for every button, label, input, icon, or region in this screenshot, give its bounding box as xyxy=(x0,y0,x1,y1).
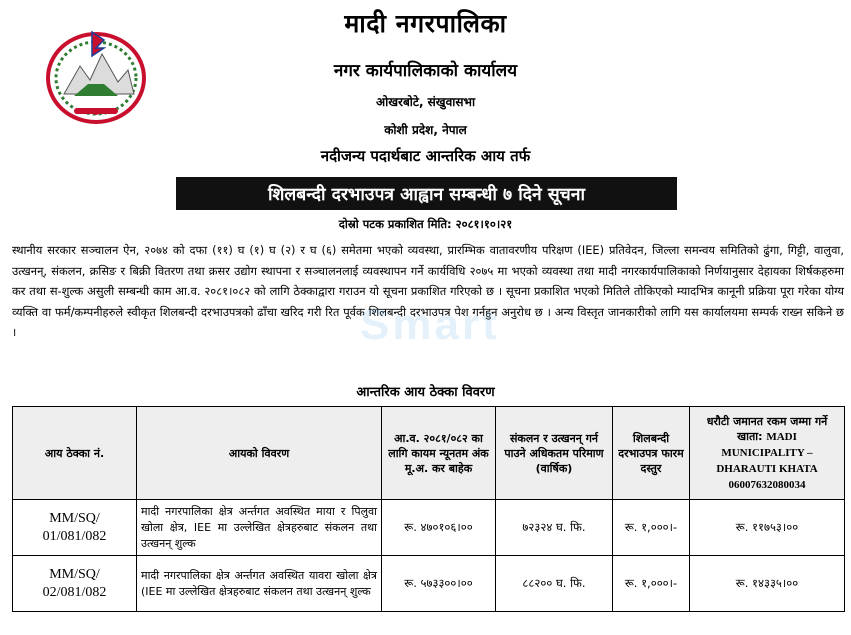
row-deposit: रू. ११७५३।०० xyxy=(690,500,845,556)
row-deposit: रू. १४३३५।०० xyxy=(690,556,845,612)
notice-body: स्थानीय सरकार सञ्चालन ऐन, २०७४ को दफा (११) घ (१) घ (२) र घ (६) समेतमा भएको व्यवस्था, प्रारम्भिक वातावरणीय परिक्षण (IEE) प्रतिवेदन, जिल्ला समन्वय समितिको ढुंगा, गिट्टी, वालुवा, उत्खनन्, संकलन, क्रसिङ र बिक्री वितरण तथा क्रसर उद्योग स्थापना र सञ्चालनलाई व्यवस्थापन गर्ने कार्यविधि २०७५ मा भएको व्यवस्था तथा मादी नगरकार्यपालिकाको निर्णयानुसार देहायका शिर्षकहरुमा कर तथा स-शुल्क असुली सम्बन्धी काम आ.व. २०८१।०८२ को लागि ठेक्काद्वारा गराउन यो सूचना प्रकाशित गरिएको छ । सूचना प्रकाशित भएको मितिले तोकिएको म्यादभित्र कानूनी प्रक्रिया पूरा गरेका योग्य व्यक्ति वा फर्म/कम्पनीहरुले स्वीकृत शिलबन्दी दरभाउपत्रको ढाँचा खरिद गरी रित पूर्वक शिलबन्दी दरभाउपत्र पेश गर्नहुन अनुरोध छ । अन्य विस्तृत जानकारीको लागि यस कार्यालयमा सम्पर्क राख्न सकिने छ । xyxy=(12,243,844,340)
row-form-fee: रू. १,०००।- xyxy=(613,500,690,556)
row-code: MM/SQ/ 01/081/082 xyxy=(13,500,137,556)
row-form-fee: रू. १,०००।- xyxy=(613,556,690,612)
row-min-amount: रू. ५७३३००।०० xyxy=(382,556,496,612)
subject-line: नदीजन्य पदार्थबाट आन्तरिक आय तर्फ xyxy=(320,147,531,165)
province-line: कोशी प्रदेश, नेपाल xyxy=(384,123,467,137)
header-min-amount: आ.व. २०८१/०८२ का लागि कायम न्यूनतम अंक मू.अ. कर बाहेक xyxy=(382,407,496,500)
row-min-amount: रू. ४७०१०६।०० xyxy=(382,500,496,556)
table-row xyxy=(13,500,845,556)
deposit-account: MADI MUNICIPALITY – DHARAUTI KHATA 06007632080034 xyxy=(716,430,818,491)
table-title: आन्तरिक आय ठेक्का विवरण xyxy=(356,385,495,400)
table-header-row xyxy=(13,407,845,500)
office-title: नगर कार्यपालिकाको कार्यालय xyxy=(333,61,518,81)
table-row xyxy=(13,556,845,612)
header-description: आयको विवरण xyxy=(137,407,382,500)
header-deposit xyxy=(690,407,845,500)
header-form-fee: शिलबन्दी दरभाउपत्र फारम दस्तुर xyxy=(613,407,690,500)
row-max-volume: ८८२०० घ. फि. xyxy=(496,556,613,612)
deposit-label: धरौटी जमानत रकम जम्मा गर्ने खाता: xyxy=(706,414,828,443)
row-description: मादी नगरपालिका क्षेत्र अर्न्तगत अवस्थित माया र पिलुवा खोला क्षेत्र, IEE मा उल्लेखित क्षेत्रहरुबाट संकलन तथा उत्खनन् शुल्क xyxy=(137,500,382,556)
row-code: MM/SQ/ 02/081/082 xyxy=(13,556,137,612)
row-description: मादी नगरपालिका क्षेत्र अर्न्तगत अवस्थित यावरा खोला क्षेत्र (IEE मा उल्लेखित क्षेत्रहरुबाट संकलन तथा उत्खनन् शुल्क xyxy=(137,556,382,612)
row-max-volume: ७२३२४ घ. फि. xyxy=(496,500,613,556)
notice-banner: शिलबन्दी दरभाउपत्र आह्वान सम्बन्धी ७ दिने सूचना xyxy=(176,177,677,210)
publish-date: दोस्रो पटक प्रकाशित मिति: २०८१।१०।२१ xyxy=(338,217,513,231)
watermark: Smart xyxy=(360,300,500,349)
header-code: आय ठेक्का नं. xyxy=(13,407,137,500)
header-max-volume: संकलन र उत्खनन् गर्न पाउने अधिकतम परिमाण (वार्षिक) xyxy=(496,407,613,500)
contract-table xyxy=(12,406,845,612)
municipality-title: मादी नगरपालिका xyxy=(344,9,507,38)
address-line: ओखरबोटे, संखुवासभा xyxy=(375,95,476,109)
